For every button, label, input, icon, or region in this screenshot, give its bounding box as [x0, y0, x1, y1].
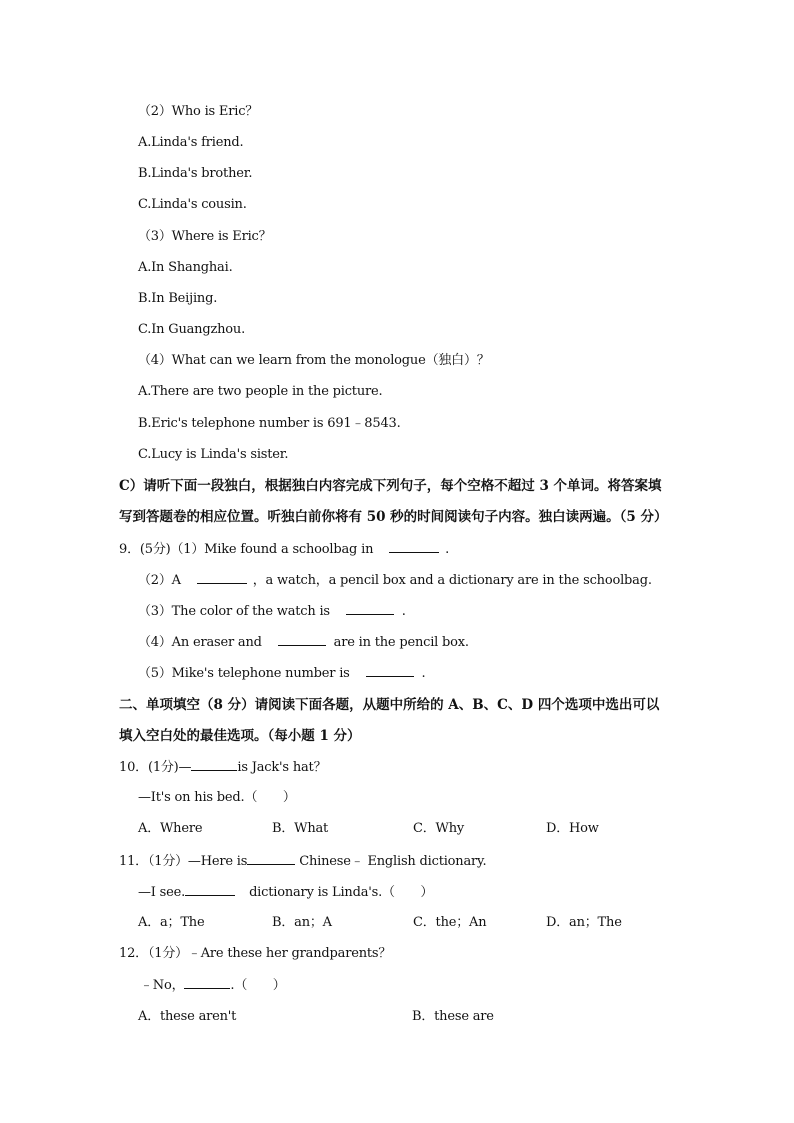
question-9-sentence-5-end: .	[421, 666, 426, 681]
question-11-option-c: C．the；An	[413, 915, 487, 930]
question-10-stem	[119, 758, 326, 777]
question-10-option-c: C．Why	[413, 821, 465, 836]
question-9-sentence-5	[138, 664, 425, 683]
question-4-option-b: B.Eric's telephone number is 691﹣8543.	[138, 416, 401, 431]
question-3-option-a: A.In Shanghai.	[138, 260, 233, 275]
question-2-option-c: C.Linda's cousin.	[138, 197, 247, 212]
question-10-option-b: B．What	[272, 821, 329, 836]
answer-blank	[278, 633, 326, 646]
question-11-reply-start: —I see.	[138, 885, 186, 900]
answer-blank	[191, 758, 237, 771]
answer-blank	[185, 883, 235, 896]
question-2-stem: （2）Who is Eric？	[138, 104, 259, 119]
answer-blank	[389, 540, 439, 553]
question-11-stem	[119, 852, 486, 871]
answer-blank	[184, 976, 230, 989]
question-10-option-d: D．How	[546, 821, 599, 836]
answer-blank	[247, 852, 295, 865]
question-9-sentence-1-end: .	[445, 542, 450, 557]
question-10-option-a: A．Where	[138, 821, 203, 836]
question-10-stem-start: 10．(1分)—	[119, 760, 192, 775]
question-2-option-b: B.Linda's brother.	[138, 166, 253, 181]
question-2-option-a: A.Linda's friend.	[138, 135, 244, 150]
answer-blank	[197, 571, 247, 584]
question-9-sentence-4	[138, 633, 469, 652]
question-9-sentence-2	[138, 571, 652, 590]
question-3-option-c: C.In Guangzhou.	[138, 322, 246, 337]
question-9-sentence-3-end: .	[401, 604, 406, 619]
question-10-stem-end: is Jack's hat？	[237, 760, 327, 775]
question-9-sentence-3-start: （3）The color of the watch is	[138, 604, 330, 619]
question-9-sentence-4-start: （4）An eraser and	[138, 635, 262, 650]
section-2-instruction-line-2: 填入空白处的最佳选项。（每小题 1 分）	[119, 728, 361, 744]
question-12-reply-end: .（ ）	[230, 978, 286, 993]
question-4-option-c: C.Lucy is Linda's sister.	[138, 447, 289, 462]
question-4-stem: （4）What can we learn from the monologue（独白）？	[138, 353, 490, 368]
question-9-sentence-1	[119, 540, 449, 559]
section-c-instruction-line-2: 写到答题卷的相应位置。听独白前你将有 50 秒的时间阅读句子内容。独白读两遍。（5 分）	[119, 509, 668, 525]
question-9-sentence-5-start: （5）Mike's telephone number is	[138, 666, 350, 681]
question-12-stem: 12．（1分）﹣Are these her grandparents？	[119, 946, 392, 961]
section-c-instruction-line-1: C）请听下面一段独白，根据独白内容完成下列句子，每个空格不超过 3 个单词。将答案填	[119, 478, 662, 494]
question-12-reply-start: ﹣No，	[140, 978, 185, 993]
question-12-option-b: B．these are	[412, 1009, 494, 1024]
question-11-option-b: B．an；A	[272, 915, 332, 930]
question-3-option-b: B.In Beijing.	[138, 291, 218, 306]
answer-blank	[346, 602, 394, 615]
question-9-sentence-1-text: 9．(5分)（1）Mike found a schoolbag in	[119, 542, 374, 557]
question-9-sentence-3	[138, 602, 406, 621]
question-9-sentence-2-end: ，a watch，a pencil box and a dictionary are in the schoolbag.	[252, 573, 652, 588]
question-12-reply	[140, 976, 286, 995]
question-11-reply	[138, 883, 433, 902]
question-3-stem: （3）Where is Eric？	[138, 229, 272, 244]
question-11-option-d: D．an；The	[546, 915, 622, 930]
question-10-reply: —It's on his bed.（ ）	[138, 790, 296, 805]
question-11-option-a: A．a；The	[138, 915, 205, 930]
section-2-instruction-line-1: 二、单项填空（8 分）请阅读下面各题，从题中所给的 A、B、C、D 四个选项中选出可以	[119, 697, 660, 713]
question-11-stem-start: 11．（1分）—Here is	[119, 854, 248, 869]
question-11-reply-end: dictionary is Linda's.（ ）	[249, 885, 434, 900]
question-9-sentence-2-start: （2）A	[138, 573, 181, 588]
question-9-sentence-4-end: are in the pencil box.	[333, 635, 469, 650]
question-12-option-a: A．these aren't	[138, 1009, 237, 1024]
question-11-stem-end: Chinese﹣ English dictionary.	[299, 854, 487, 869]
question-4-option-a: A.There are two people in the picture.	[138, 384, 383, 399]
answer-blank	[366, 664, 414, 677]
